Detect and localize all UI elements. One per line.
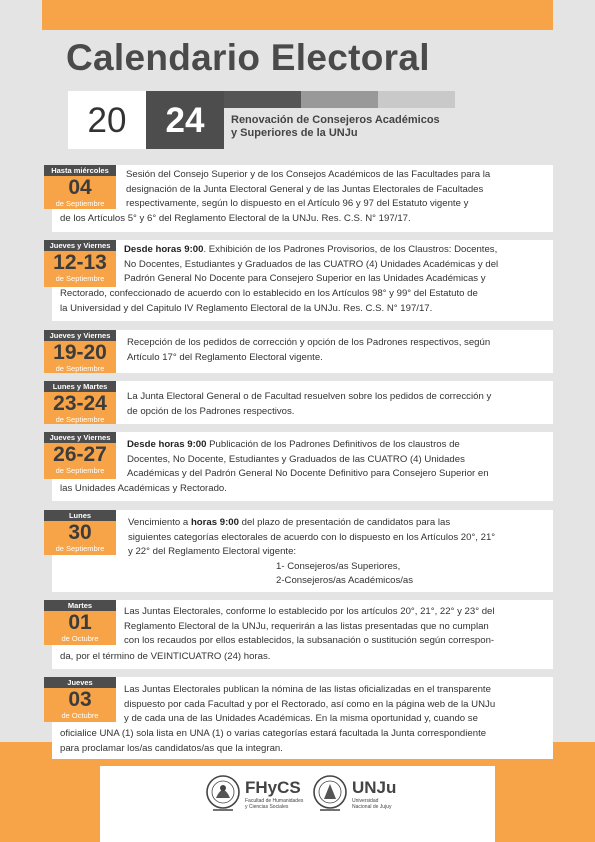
event-day: 26-27 (53, 443, 107, 466)
event-date (44, 677, 116, 722)
event-month: de Septiembre (55, 544, 105, 553)
unju-seal-icon (312, 772, 348, 816)
event-day: 30 (68, 521, 92, 544)
event-weekday: Martes (44, 600, 116, 611)
event-description-wrap: de los Artículos 5° y 6° del Reglamento Electoral de la UNJu. Res. C.S. N° 197/17. (60, 213, 411, 224)
event-date (44, 330, 116, 373)
fhycs-name: FHyCS (245, 778, 301, 797)
event-date (44, 600, 116, 645)
event-description: La Junta Electoral General o de Facultad resuelven sobre los pedidos de corrección y de opción de los Padrones respectivos. (127, 391, 492, 417)
unju-subtitle: Universidad (352, 798, 379, 804)
event-description-wrap: las Unidades Académicas y Rectorado. (60, 483, 227, 494)
event-day: 12-13 (53, 251, 107, 274)
event-month: de Septiembre (55, 274, 105, 283)
event-date (44, 381, 116, 424)
event-description: Recepción de los pedidos de corrección y opción de los Padrones respectivos, según Artículo 17° del Reglamento Electoral vigente. (127, 337, 491, 363)
event-description: Sesión del Consejo Superior y de los Consejos Académicos de las Facultades para la designación de la Junta Electoral General y de las Juntas Electorales de Facultades respectivamente, según lo dispuesto en el Artículo 96 y 97 del Estatuto vigente y (126, 169, 491, 210)
event-description-wrap: oficialice UNA (1) sola lista en UNA (1) o varias categorías estará facultada la Junta correspondiente para proclamar los/as candidatos/as que la integran. (60, 728, 487, 754)
event-weekday: Jueves y Viernes (44, 240, 116, 251)
event-description-wrap: da, por el término de VEINTICUATRO (24) horas. (60, 651, 271, 662)
event-date (44, 510, 116, 555)
event-description: Las Juntas Electorales, conforme lo establecido por los artículos 20°, 21°, 22° y 23° del Reglamento Electoral de la UNJu, requerirán a las listas presentadas que no cumplan con los recaudos por ellos establecidos, la subsanación o sustitución según correspon- (124, 606, 495, 647)
event-description-wrap: Rectorado, confeccionado de acuerdo con lo establecido en los Artículos 98° y 99° del Estatuto de la Universidad y del Capitulo IV Reglamento Electoral de la UNJu. Res. C.S. N° 197/17. (60, 288, 478, 314)
year-left: 20 (68, 91, 146, 149)
event-day: 23-24 (53, 392, 107, 415)
decor-bar-light (378, 91, 455, 108)
event-date (44, 165, 116, 209)
event-month: de Septiembre (55, 466, 105, 475)
event-description: Vencimiento a horas 9:00 del plazo de presentación de candidatos para las siguientes categorías electorales de acuerdo con lo dispuesto en los Artículos 20°, 21° y 22° del Reglamento Electoral vigente: 1- Consejeros/as Superiores, 2-Consejeros/as Académicos/as (128, 517, 496, 587)
event-date (44, 240, 116, 287)
event-date (44, 432, 116, 479)
event-month: de Septiembre (55, 415, 105, 424)
event-day: 01 (68, 611, 92, 634)
event-description: Desde horas 9:00. Exhibición de los Padrones Provisorios, de los Claustros: Docentes, No Docentes, Estudiantes y Graduados de las CUATRO (4) Unidades Académicas y del Padrón General No Docente para Consejero Superior en las Unidades Académicas y (124, 244, 499, 285)
year-right: 24 (146, 91, 224, 149)
fhycs-subtitle: Facultad de Humanidades (245, 798, 304, 804)
event-day: 19-20 (53, 341, 107, 364)
event-month: de Octubre (61, 634, 99, 643)
event-weekday: Lunes y Martes (44, 381, 116, 392)
event-month: de Octubre (61, 711, 99, 720)
page-title: Calendario Electoral (66, 37, 430, 78)
page-subtitle: Renovación de Consejeros Académicos y Superiores de la UNJu (231, 114, 440, 139)
fhycs-logo: FHyCS Facultad de Humanidades y Ciencias Sociales (205, 772, 305, 820)
decor-bar-mid (301, 91, 378, 108)
event-description: Las Juntas Electorales publican la nómina de las listas oficializadas en el transparente dispuesto por cada Facultad y por el Rectorado, así como en la página web de la UNJu y de cada una de las Unidades Académicas. En la misma oportunidad y, cuando se (124, 684, 496, 725)
decor-bar-dark (224, 91, 301, 108)
event-month: de Septiembre (55, 199, 105, 208)
event-weekday: Jueves y Viernes (44, 432, 116, 443)
event-month: de Septiembre (55, 364, 105, 373)
unju-name: UNJu (352, 778, 397, 797)
unju-logo: UNJu Universidad Nacional de Jujuy (312, 772, 407, 820)
event-day: 04 (68, 176, 92, 199)
top-accent-bar (42, 0, 553, 30)
event-description: Desde horas 9:00 Publicación de los Padrones Definitivos de los claustros de Docentes, No Docente, Estudiantes y Graduados de las CUATRO (4) Unidades Académicas y del Padrón General No Docente Definitivo para Consejero Superior en (127, 439, 489, 480)
event-weekday: Lunes (44, 510, 116, 521)
event-weekday: Jueves y Viernes (44, 330, 116, 341)
event-weekday: Jueves (44, 677, 116, 688)
event-day: 03 (68, 688, 92, 711)
fhycs-seal-icon (205, 772, 241, 816)
event-weekday: Hasta miércoles (44, 165, 116, 176)
